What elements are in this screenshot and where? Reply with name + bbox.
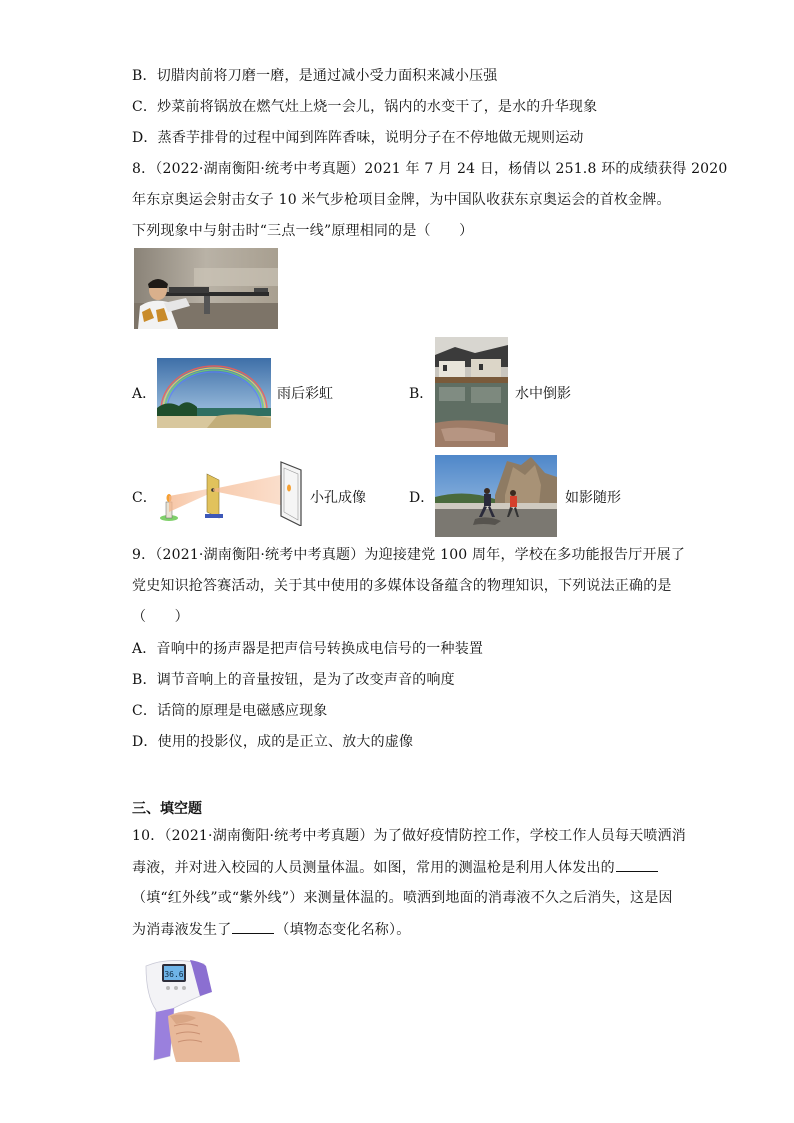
q8-stem-line1: 8．（2022·湖南衡阳·统考中考真题）2021 年 7 月 24 日，杨倩以 251.8 环的成绩获得 2020 (132, 161, 728, 177)
thermometer-display: 36.6 (164, 970, 184, 979)
q8-option-a-letter: A． (132, 386, 157, 402)
q8-option-b-caption: 水中倒影 (515, 386, 571, 402)
q10-stem-line4 (132, 919, 410, 940)
q9-stem-line1: 9．（2021·湖南衡阳·统考中考真题）为迎接建党 100 周年，学校在多功能报告厅开展了 (132, 547, 686, 563)
q9-stem-line3: （ ） (132, 609, 189, 625)
q10-stem-line2-text: 毒液，并对进入校园的人员测量体温。如图，常用的测温枪是利用人体发出的 (132, 860, 615, 876)
q9-option-c: C．话筒的原理是电磁感应现象 (132, 703, 328, 719)
answer-blank-2[interactable] (232, 919, 274, 934)
shadow-photo (435, 455, 557, 537)
q10-stem-line4-a: 为消毒液发生了 (132, 922, 232, 938)
q8-stem-line3: 下列现象中与射击时“三点一线”原理相同的是（ ） (132, 223, 474, 239)
q10-stem-line2 (132, 857, 659, 878)
q8-option-c-caption: 小孔成像 (310, 490, 366, 506)
q9-option-b: B．调节音响上的音量按钮，是为了改变声音的响度 (132, 672, 455, 688)
q10-stem-line3: （填“红外线”或“紫外线”）来测量体温的。喷洒到地面的消毒液不久之后消失，这是因 (132, 890, 673, 906)
q8-option-b-letter: B． (409, 386, 434, 402)
q10-stem-line1: 10．（2021·湖南衡阳·统考中考真题）为了做好疫情防控工作，学校工作人员每天喷洒消 (132, 828, 686, 844)
q9-option-d: D．使用的投影仪，成的是正立、放大的虚像 (132, 734, 414, 750)
rainbow-photo (157, 358, 271, 428)
q8-option-a-caption: 雨后彩虹 (277, 386, 333, 402)
q9-stem-line2: 党史知识抢答赛活动，关于其中使用的多媒体设备蕴含的物理知识，下列说法正确的是 (132, 578, 672, 594)
thermometer-photo (140, 956, 246, 1062)
q7-option-d: D．蒸香芋排骨的过程中闻到阵阵香味，说明分子在不停地做无规则运动 (132, 130, 584, 146)
pinhole-diagram (157, 460, 305, 526)
q7-option-b: B．切腊肉前将刀磨一磨，是通过减小受力面积来减小压强 (132, 68, 498, 84)
q8-option-c-letter: C． (132, 490, 157, 506)
q9-option-a: A．音响中的扬声器是把声信号转换成电信号的一种装置 (132, 641, 484, 657)
q7-option-c: C．炒菜前将锅放在燃气灶上烧一会儿，锅内的水变干了，是水的升华现象 (132, 99, 598, 115)
q10-stem-line4-b: （填物态变化名称）。 (275, 922, 411, 938)
q8-stem-line2: 年东京奥运会射击女子 10 米气步枪项目金牌，为中国队收获东京奥运会的首枚金牌。 (132, 192, 671, 208)
shooter-photo (134, 248, 278, 329)
q8-option-d-caption: 如影随形 (565, 490, 621, 506)
answer-blank-1[interactable] (616, 857, 658, 872)
section-heading: 三、填空题 (132, 801, 202, 817)
q8-option-d-letter: D． (409, 490, 435, 506)
reflection-photo (435, 337, 508, 447)
